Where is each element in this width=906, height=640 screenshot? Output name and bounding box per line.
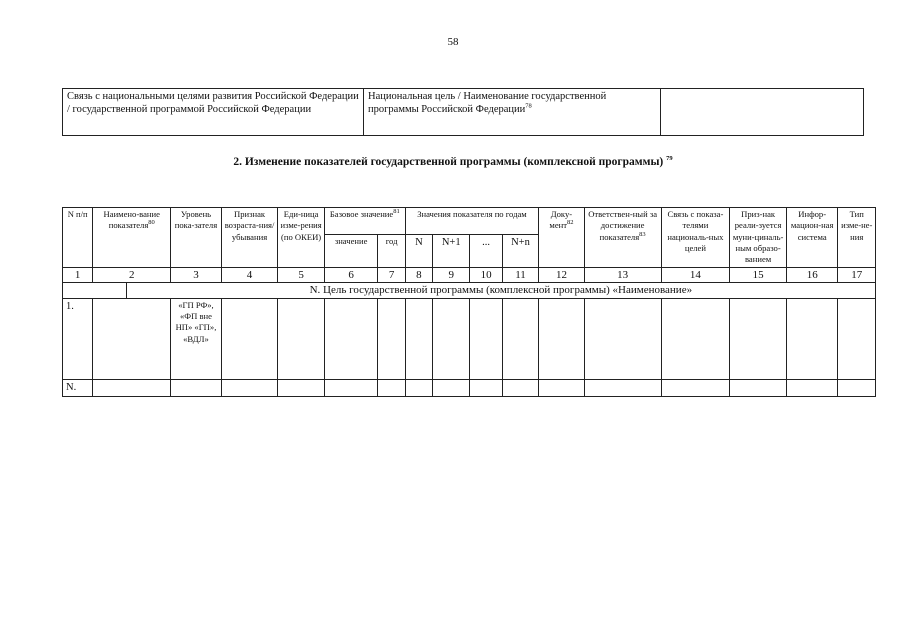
column-number: 3	[171, 267, 222, 283]
column-number: 7	[378, 267, 405, 283]
row-number: N.	[63, 379, 93, 396]
section-title-text: 2. Изменение показателей государственной программы (комплексной программы)	[233, 156, 664, 168]
header-year-n: N	[405, 235, 432, 267]
header-info-system: Инфор-мацион-ная система	[786, 208, 838, 268]
row-cell	[278, 379, 325, 396]
row-cell	[584, 298, 661, 379]
header-level: Уровень пока-зателя	[171, 208, 222, 268]
header-year-n1: N+1	[433, 235, 470, 267]
row-cell	[405, 379, 432, 396]
link-empty-cell	[661, 89, 864, 136]
header-national-link: Связь с показа-телями националь-ных целей	[661, 208, 730, 268]
row-cell	[786, 298, 838, 379]
row-name	[93, 298, 171, 379]
column-number: 13	[584, 267, 661, 283]
header-unit: Еди-ница изме-рения (по ОКЕИ)	[278, 208, 325, 268]
row-name	[93, 379, 171, 396]
header-change-type: Тип изме-не-ния	[838, 208, 876, 268]
header-base-footnote: 81	[393, 208, 400, 216]
row-level	[171, 379, 222, 396]
row-cell	[433, 298, 470, 379]
goal-row-spacer	[63, 283, 127, 299]
row-cell	[502, 298, 538, 379]
table-row	[63, 379, 876, 396]
header-years: Значения показателя по годам	[405, 208, 538, 235]
column-number: 10	[470, 267, 502, 283]
row-level: «ГП РФ», «ФП вне НП» «ГП», «ВДЛ»	[171, 298, 222, 379]
row-cell	[502, 379, 538, 396]
column-number: 5	[278, 267, 325, 283]
row-cell	[324, 298, 378, 379]
row-cell	[786, 379, 838, 396]
column-number: 2	[93, 267, 171, 283]
row-cell	[405, 298, 432, 379]
row-cell	[539, 298, 585, 379]
column-number: 8	[405, 267, 432, 283]
goal-row-text: N. Цель государственной программы (комплексной программы) «Наименование»	[126, 283, 875, 299]
page-number: 58	[447, 36, 459, 48]
row-cell	[661, 298, 730, 379]
column-number: 12	[539, 267, 585, 283]
header-municipal: Приз-нак реали-зуется муни-циналь-ным образо-ванием	[730, 208, 787, 268]
column-number: 15	[730, 267, 787, 283]
header-row-1	[63, 208, 876, 235]
header-year-dots: ...	[470, 235, 502, 267]
header-name-footnote: 80	[148, 219, 155, 227]
link-value: Национальная цель / Наименование государственной программы Российской Федерации	[368, 91, 607, 116]
header-responsible-text: Ответствен-ный за достижение показателя	[588, 209, 658, 242]
header-document-footnote: 82	[567, 219, 574, 227]
header-base	[324, 208, 405, 235]
row-cell	[278, 298, 325, 379]
row-cell	[539, 379, 585, 396]
link-value-cell	[364, 89, 661, 136]
header-n: N п/п	[63, 208, 93, 268]
column-number: 4	[221, 267, 278, 283]
row-cell	[324, 379, 378, 396]
column-number: 17	[838, 267, 876, 283]
row-cell	[470, 298, 502, 379]
column-number: 16	[786, 267, 838, 283]
section-title-footnote: 79	[666, 155, 673, 163]
header-document	[539, 208, 585, 268]
link-label-cell	[63, 89, 364, 136]
row-number: 1.	[63, 298, 93, 379]
column-number-row	[63, 267, 876, 283]
header-responsible	[584, 208, 661, 268]
column-number: 14	[661, 267, 730, 283]
row-cell	[378, 379, 405, 396]
row-cell	[661, 379, 730, 396]
header-name-text: Наимено-вание показателя	[103, 209, 160, 231]
section-title	[0, 156, 906, 168]
row-cell	[838, 379, 876, 396]
goal-row	[63, 283, 876, 299]
header-trend: Признак возраста-ния/ убывания	[221, 208, 278, 268]
header-responsible-footnote: 83	[639, 230, 646, 238]
row-cell	[584, 379, 661, 396]
column-number: 6	[324, 267, 378, 283]
row-cell	[221, 298, 278, 379]
row-cell	[433, 379, 470, 396]
column-number: 11	[502, 267, 538, 283]
header-base-value: значение	[324, 235, 378, 267]
link-label: Связь с национальными целями развития Российской Федерации / государственной программой Российской Федерации	[67, 91, 359, 116]
link-value-footnote: 78	[525, 102, 532, 110]
header-base-text: Базовое значение	[329, 209, 394, 219]
header-base-year: год	[378, 235, 405, 267]
row-cell	[378, 298, 405, 379]
row-cell	[221, 379, 278, 396]
national-goals-link-table	[62, 88, 864, 136]
table-row	[63, 298, 876, 379]
header-year-nn: N+n	[502, 235, 538, 267]
indicators-table	[62, 207, 876, 397]
column-number: 9	[433, 267, 470, 283]
row-cell	[730, 298, 787, 379]
row-cell	[470, 379, 502, 396]
column-number: 1	[63, 267, 93, 283]
row-cell	[838, 298, 876, 379]
header-name	[93, 208, 171, 268]
header-document-text: Доку-мент	[549, 209, 573, 231]
row-cell	[730, 379, 787, 396]
